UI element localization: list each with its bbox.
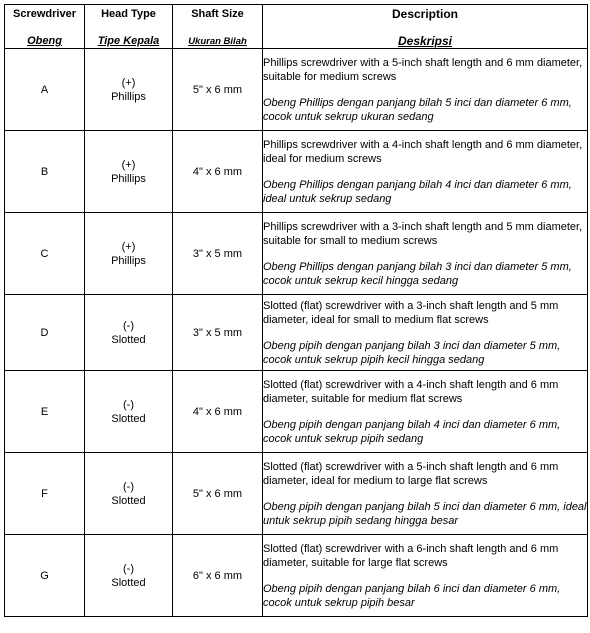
table-row	[5, 49, 588, 131]
description-cell	[263, 49, 588, 131]
description-en: Phillips screwdriver with a 4-inch shaft length and 6 mm diameter, ideal for medium screws	[263, 138, 583, 165]
description-cell	[263, 131, 588, 213]
description-cell	[263, 535, 588, 617]
screwdriver-code: E	[5, 371, 85, 453]
head-type-symbol: (+)	[121, 76, 136, 89]
shaft-size: 3" x 5 mm	[173, 295, 263, 371]
header-description-en: Description	[391, 7, 458, 21]
header-screwdriver	[5, 5, 85, 49]
description-id: Obeng pipih dengan panjang bilah 3 inci dan diameter 5 mm, cocok untuk sekrup pipih kecil hingga sedang	[263, 339, 561, 366]
shaft-size: 5" x 6 mm	[173, 49, 263, 131]
screwdriver-code: D	[5, 295, 85, 371]
head-type-cell	[85, 371, 173, 453]
head-type-cell	[85, 453, 173, 535]
description-id: Obeng pipih dengan panjang bilah 4 inci dan diameter 6 mm, cocok untuk sekrup pipih sedang	[263, 418, 561, 445]
header-shaft-size-id: Ukuran Bilah	[188, 36, 247, 47]
head-type-label: Slotted	[111, 494, 146, 507]
shaft-size: 4" x 6 mm	[173, 371, 263, 453]
screwdriver-code: G	[5, 535, 85, 617]
header-screwdriver-en: Screwdriver	[13, 8, 76, 20]
description-en: Slotted (flat) screwdriver with a 3-inch shaft length and 5 mm diameter, ideal for small to medium flat screws	[263, 299, 559, 326]
description-id: Obeng pipih dengan panjang bilah 5 inci dan diameter 6 mm, ideal untuk sekrup pipih sedang hingga besar	[263, 500, 587, 527]
description-en: Phillips screwdriver with a 3-inch shaft length and 5 mm diameter, suitable for small to medium screws	[263, 220, 583, 247]
description-cell	[263, 371, 588, 453]
screwdriver-code: F	[5, 453, 85, 535]
description-id: Obeng Phillips dengan panjang bilah 5 inci dan diameter 6 mm, cocok untuk sekrup ukuran sedang	[263, 96, 572, 123]
header-head-type-en: Head Type	[101, 8, 156, 20]
shaft-size: 4" x 6 mm	[173, 131, 263, 213]
description-cell	[263, 453, 588, 535]
table-row	[5, 535, 588, 617]
screwdriver-code: B	[5, 131, 85, 213]
description-en: Slotted (flat) screwdriver with a 5-inch shaft length and 6 mm diameter, ideal for medium to large flat screws	[263, 460, 559, 487]
header-head-type	[85, 5, 173, 49]
screwdriver-code: C	[5, 213, 85, 295]
head-type-cell	[85, 213, 173, 295]
description-id: Obeng Phillips dengan panjang bilah 3 inci dan diameter 5 mm, cocok untuk sekrup kecil hingga sedang	[263, 260, 572, 287]
head-type-symbol: (+)	[121, 158, 136, 171]
table-header-row	[5, 5, 588, 49]
head-type-label: Slotted	[111, 333, 146, 346]
header-description-id: Deskripsi	[397, 34, 453, 48]
description-en: Phillips screwdriver with a 5-inch shaft length and 6 mm diameter, suitable for medium screws	[263, 56, 583, 83]
head-type-cell	[85, 131, 173, 213]
description-cell	[263, 295, 588, 371]
table-row	[5, 295, 588, 371]
description-cell	[263, 213, 588, 295]
head-type-cell	[85, 295, 173, 371]
description-id: Obeng Phillips dengan panjang bilah 4 inci dan diameter 6 mm, ideal untuk sekrup sedang	[263, 178, 572, 205]
header-description	[263, 5, 588, 49]
header-screwdriver-id: Obeng	[27, 35, 62, 47]
description-id: Obeng pipih dengan panjang bilah 6 inci dan diameter 6 mm, cocok untuk sekrup pipih besar	[263, 582, 561, 609]
head-type-cell	[85, 535, 173, 617]
table-row	[5, 453, 588, 535]
header-shaft-size-en: Shaft Size	[191, 8, 244, 20]
head-type-label: Slotted	[111, 412, 146, 425]
head-type-label: Phillips	[111, 172, 146, 185]
shaft-size: 6" x 6 mm	[173, 535, 263, 617]
head-type-symbol: (-)	[123, 480, 134, 493]
header-head-type-id: Tipe Kepala	[97, 35, 160, 47]
head-type-label: Phillips	[111, 254, 146, 267]
shaft-size: 5" x 6 mm	[173, 453, 263, 535]
description-en: Slotted (flat) screwdriver with a 6-inch shaft length and 6 mm diameter, suitable for large flat screws	[263, 542, 559, 569]
table-row	[5, 131, 588, 213]
description-en: Slotted (flat) screwdriver with a 4-inch shaft length and 6 mm diameter, suitable for medium flat screws	[263, 378, 559, 405]
head-type-symbol: (+)	[121, 240, 136, 253]
head-type-symbol: (-)	[123, 398, 134, 411]
screwdriver-spec-table	[4, 4, 588, 617]
head-type-label: Phillips	[111, 90, 146, 103]
header-shaft-size	[173, 5, 263, 49]
screwdriver-code: A	[5, 49, 85, 131]
table-row	[5, 213, 588, 295]
table-row	[5, 371, 588, 453]
head-type-label: Slotted	[111, 576, 146, 589]
head-type-cell	[85, 49, 173, 131]
head-type-symbol: (-)	[123, 562, 134, 575]
head-type-symbol: (-)	[123, 319, 134, 332]
shaft-size: 3" x 5 mm	[173, 213, 263, 295]
